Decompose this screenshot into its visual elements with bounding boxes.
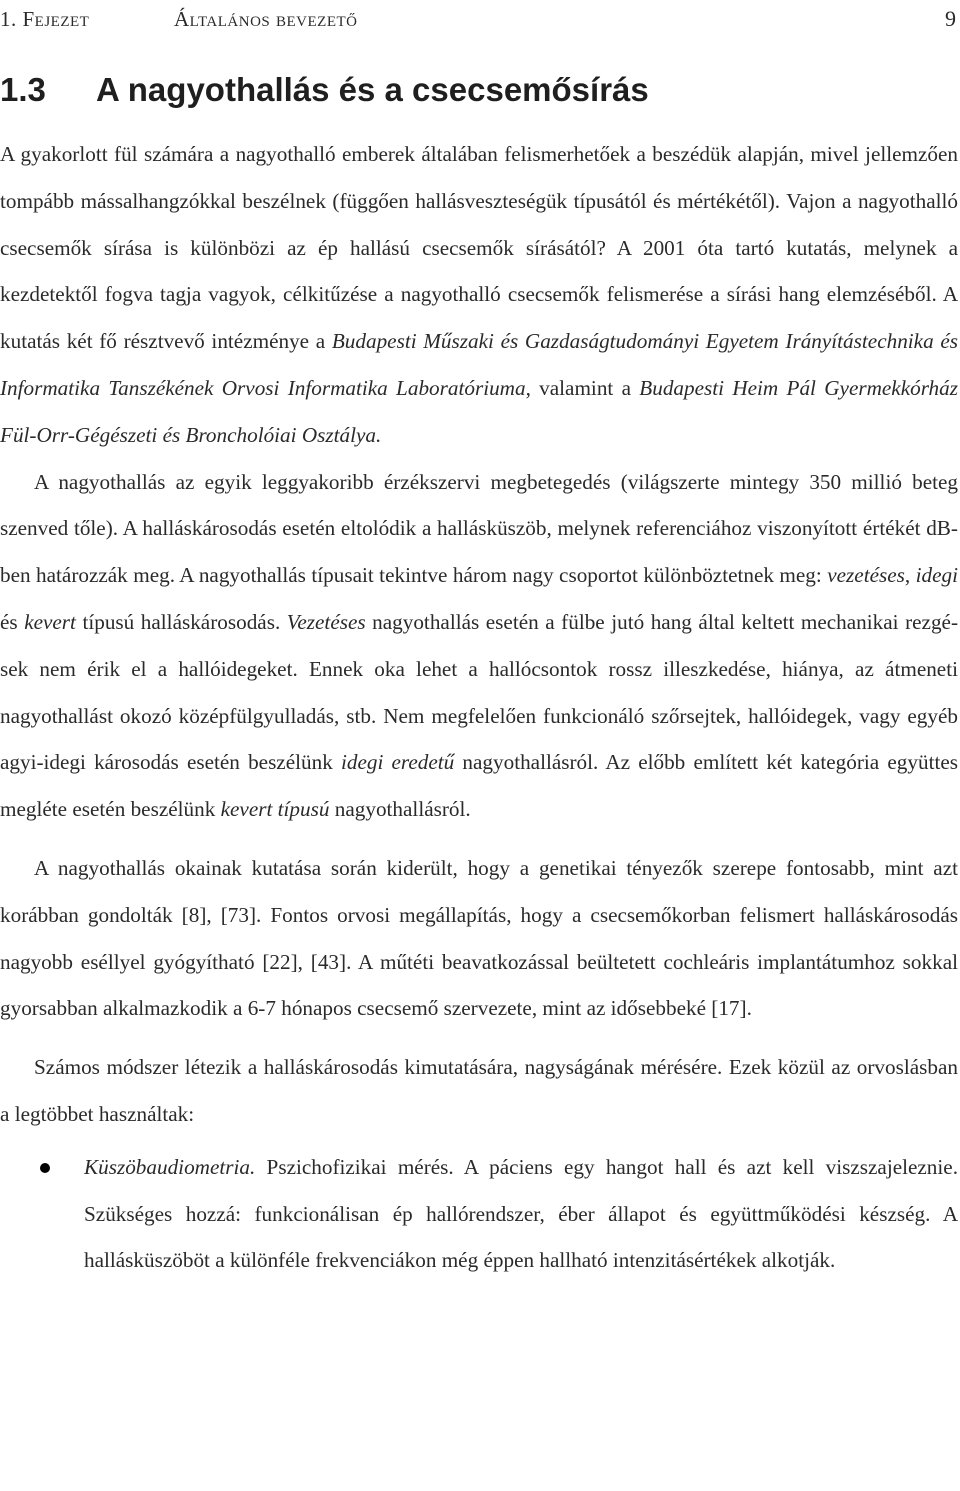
separator: ,	[904, 563, 916, 588]
term-kevert-tipusu: kevert típusú	[220, 797, 330, 822]
term-vezeteses: vezetéses	[827, 563, 905, 588]
method-list	[0, 1144, 958, 1284]
paragraph-2-text-e: nagyothallásról.	[329, 797, 471, 822]
list-item-text: Pszichofizikai mérés. A páciens egy hangot hall és azt kell viszszajeleznie. Szükséges hozzá: funkcionálisan ép hallórendszer, éber állapot és együttműködési készség. A hallásküszöböt a különféle frekvenciákon még éppen hallható intenzitásértékek alkotják.	[84, 1154, 958, 1273]
term-idegi: idegi	[915, 563, 959, 588]
term-kevert: kevert	[24, 609, 76, 634]
bullet-icon	[40, 1163, 50, 1173]
running-head-title: Általános bevezető	[174, 7, 358, 31]
body-text	[0, 131, 958, 1284]
term-vezeteses-cap: Vezetéses	[286, 609, 366, 634]
section-number: 1.3	[0, 71, 46, 108]
paragraph-1	[0, 131, 958, 459]
separator: és	[0, 609, 25, 634]
paragraph-2-text-b: típusú halláskárosodás.	[75, 609, 287, 634]
paragraph-3: A nagyothallás okainak kutatása során kiderült, hogy a genetikai tényezők szerepe fontosabb, mint azt korábban gondolták [8], [73]. Fontos orvosi megállapítás, hogy a csecsemőkorban felismert halláskárosodás nagyobb eséllyel gyógyítható [22], [43]. A műtéti beavatkozással beültetett cochleáris implantátumhoz sokkal gyorsabban alkalmazkodik a 6-7 hónapos csecsemő szervezete, mint az idősebbeké [17].	[0, 855, 958, 1021]
running-head	[0, 2, 956, 36]
paragraph-4: Számos módszer létezik a halláskárosodás kimutatására, nagyságának mérésére. Ezek közül az orvoslásban a legtöbbet használtak:	[0, 1055, 958, 1126]
paragraph-2-text-d: nagyothallásról. Az előbb említett két kategória együttes megléte esetén beszélünk	[0, 750, 958, 822]
section-title: A nagyothallás és a csecsemősírás	[96, 71, 649, 108]
paragraph-1-text-b: , valamint a	[525, 375, 640, 400]
page-number: 9	[945, 6, 956, 31]
chapter-label: 1. Fejezet	[0, 7, 90, 31]
paragraph-2-text-c: nagyothallás esetén a fülbe jutó hang által keltett mechanikai rezgések nem érik el a hallóidegeket. Ennek oka lehet a hallócsontok rossz illeszkedése, hiánya, az átmeneti nagyothallást okozó középfülgyulladás, stb. Nem megfelelően funkcionáló szőrsejtek, hallóidegek, vagy egyéb agyi-idegi károsodás esetén beszélünk	[0, 609, 959, 775]
paragraph-2-text-a: A nagyothallás az egyik leggyakoribb érzékszervi megbetegedés (világszerte mintegy 350 millió beteg szenved tőle). A halláskárosodás esetén eltolódik a hallásküszöb, melynek referenciához viszonyított értékét dB-ben határozzák meg. A nagyothallás típusait tekintve három nagy csoportot különböztetnek meg:	[0, 469, 958, 588]
list-item	[0, 1144, 958, 1284]
institution-1: Budapesti Műszaki és Gazdaságtudományi Egyetem Irányítástechnika és Informatika Tanszékének Orvosi Informatika Laboratóriuma	[0, 329, 958, 400]
term-idegi-eredetu: idegi eredetű	[340, 750, 455, 775]
paragraph-2	[0, 459, 958, 833]
paragraph-1-text-a: A gyakorlott fül számára a nagyothalló emberek általában felismerhetőek a beszédük alapján, mivel jellemzően tompább mássalhangzókkal beszélnek (függően hallásveszteségük típusától és mértékétől). Vajon a nagyothalló csecsemők sírása is különbözi az ép hallású csecsemők sírásától? A 2001 óta tartó kutatás, melynek a kezdetektől fogva tagja vagyok, célkitűzése a nagyothalló csecsemők felismerése a sírási hang elemzéséből. A kutatás két fő résztvevő intézménye a	[0, 142, 958, 354]
section-heading	[0, 66, 960, 114]
list-item-term: Küszöbaudiometria.	[84, 1154, 256, 1179]
institution-2: Budapesti Heim Pál Gyermekkórház Fül-Orr-Gégészeti és Broncholóiai Osztálya.	[0, 375, 958, 447]
